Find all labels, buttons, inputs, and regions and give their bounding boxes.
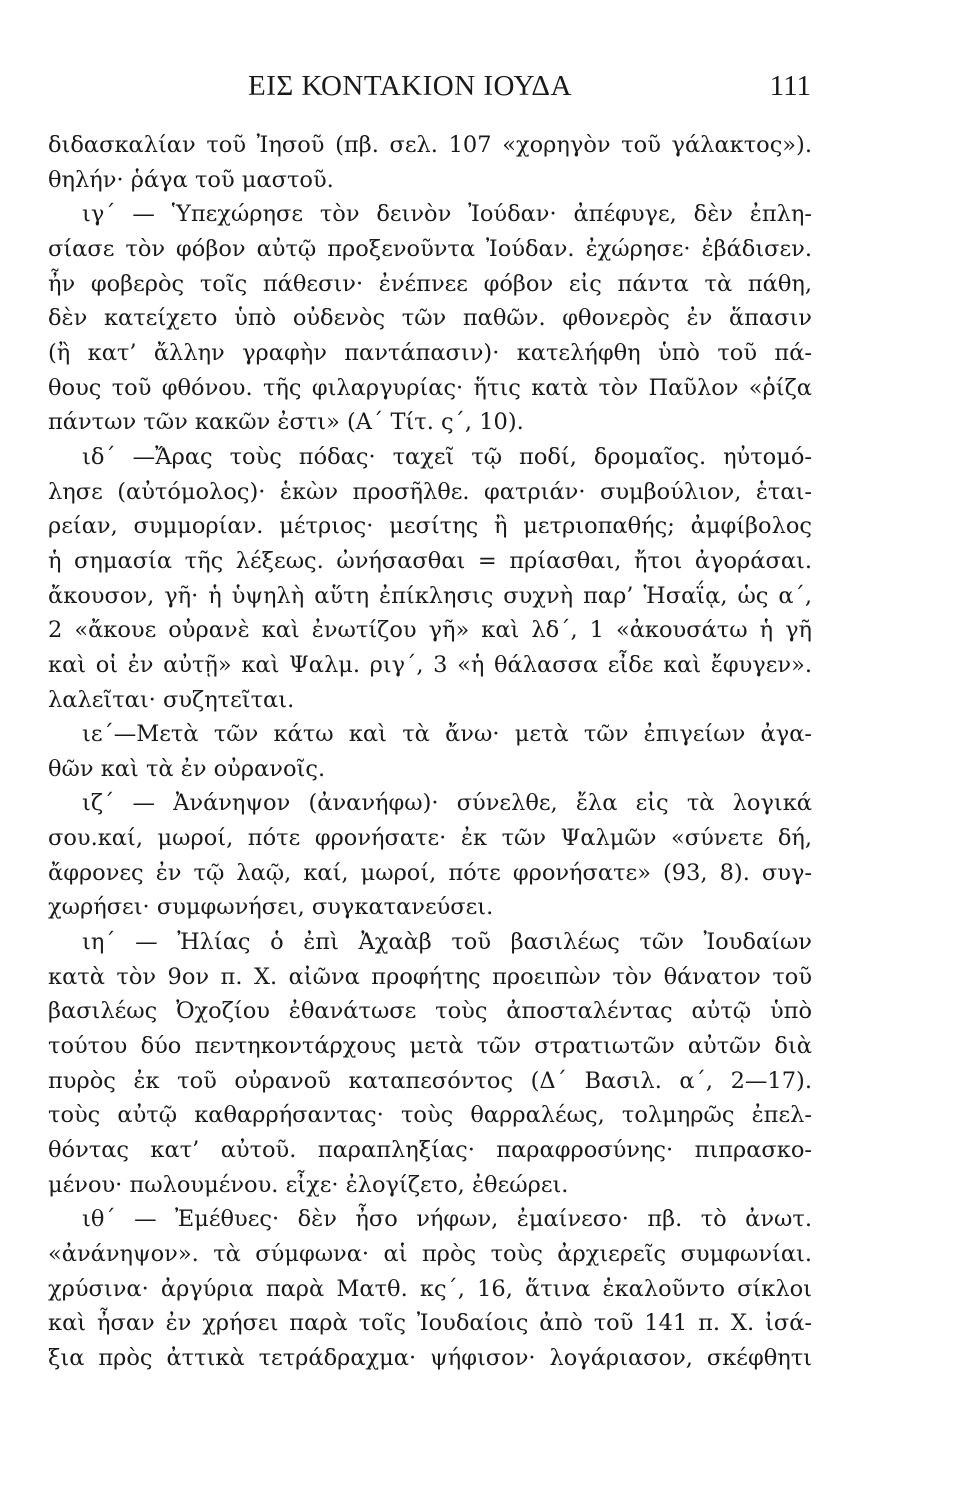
page-header [48,70,811,110]
text-line: ἦν φοβερὸς τοῖς πάθεσιν· ἐνέπνεε φόβον εἰς πάντα τὰ πάθη, [48,270,812,297]
text-line: ιθ´ — Ἐμέθυες· δὲν ἦσο νήφων, ἐμαίνεσο· πβ. τὸ ἀνωτ. [82,1206,812,1233]
text-line: λαλεῖται· συζητεῖται. [48,686,295,713]
text-line: ιδ´ —Ἄρας τοὺς πόδας· ταχεῖ τῷ ποδί, δρομαῖος. ηὐτομό- [82,443,812,470]
running-title: ΕΙΣ ΚΟΝΤΑΚΙΟΝ ΙΟΥΔΑ [248,70,572,102]
text-line: βασιλέως Ὀχοζίου ἐθανάτωσε τοὺς ἀποσταλέντας αὐτῷ ὑπὸ [48,998,812,1025]
text-line: «ἀνάνηψον». τὰ σύμφωνα· αἱ πρὸς τοὺς ἀρχιερεῖς συμφωνίαι. [48,1241,812,1267]
text-line: ρείαν, συμμορίαν. μέτριος· μεσίτης ἢ μετριοπαθής; ἀμφίβολος [48,513,812,540]
text-line: θόντας κατ’ αὐτοῦ. παραπληξίας· παραφροσύνης· πιπρασκο- [48,1137,812,1164]
page-number: 111 [769,70,811,102]
text-line: δὲν κατείχετο ὑπὸ οὐδενὸς τῶν παθῶν. φθονερὸς ἐν ἅπασιν [48,305,812,332]
text-line: θηλήν· ῥάγα τοῦ μαστοῦ. [48,166,334,193]
text-line: κατὰ τὸν 9ον π. Χ. αἰῶνα προφήτης προειπὼν τὸν θάνατον τοῦ [48,963,812,990]
text-line: ιγ´ — Ὑπεχώρησε τὸν δεινὸν Ἰούδαν· ἀπέφυγε, δὲν ἐπλη- [82,201,812,228]
text-line: 2 «ἄκουε οὐρανὲ καὶ ἐνωτίζου γῆ» καὶ λδ´, 1 «ἀκουσάτω ἡ γῆ [48,617,812,644]
text-line: χωρήσει· συμφωνήσει, συγκατανεύσει. [48,894,494,921]
text-line: λησε (αὐτόμολος)· ἑκὼν προσῆλθε. φατριάν· συμβούλιον, ἑται- [48,478,812,505]
text-line: θους τοῦ φθόνου. τῆς φιλαργυρίας· ἥτις κατὰ τὸν Παῦλον «ῥίζα [48,374,812,401]
text-line: σίασε τὸν φόβον αὐτῷ προξενοῦντα Ἰούδαν. ἐχώρησε· ἐβάδισεν. [48,235,812,262]
text-line: μένου· πωλουμένου. εἶχε· ἐλογίζετο, ἐθεώρει. [48,1171,569,1198]
text-line: ἄφρονες ἐν τῷ λαῷ, καί, μωροί, πότε φρονήσατε» (93, 8). συγ- [48,859,812,886]
text-line: διδασκαλίαν τοῦ Ἰησοῦ (πβ. σελ. 107 «χορηγὸν τοῦ γάλακτος»). [48,132,812,158]
text-line: ιη´ — Ἠλίας ὁ ἐπὶ Ἀχαὰβ τοῦ βασιλέως τῶν Ἰουδαίων [82,929,812,956]
text-line: πυρὸς ἐκ τοῦ οὐρανοῦ καταπεσόντος (Δ´ Βασιλ. α´, 2—17). [48,1067,812,1094]
text-line: ἄκουσον, γῆ· ἡ ὑψηλὴ αὕτη ἐπίκλησις συχνὴ παρ’ Ἡσαΐᾳ, ὡς α´, [48,582,812,609]
text-line: θῶν καὶ τὰ ἐν οὐρανοῖς. [48,755,326,782]
text-line: τοὺς αὐτῷ καθαρρήσαντας· τοὺς θαρραλέως, τολμηρῶς ἐπελ- [48,1102,812,1129]
text-line: (ἢ κατ’ ἄλλην γραφὴν παντάπασιν)· κατελήφθη ὑπὸ τοῦ πά- [48,339,812,366]
text-line: καὶ ἦσαν ἐν χρήσει παρὰ τοῖς Ἰουδαίοις ἀπὸ τοῦ 141 π. Χ. ἰσά- [48,1310,812,1337]
text-line: τούτου δύο πεντηκοντάρχους μετὰ τῶν στρατιωτῶν αὐτῶν διὰ [48,1033,812,1060]
text-line: ιζ´ — Ἀνάνηψον (ἀνανήφω)· σύνελθε, ἔλα εἰς τὰ λογικά [82,790,812,817]
text-line: πάντων τῶν κακῶν ἐστι» (Α´ Τίτ. ς´, 10). [48,409,524,436]
text-line: καὶ οἱ ἐν αὐτῇ» καὶ Ψαλμ. ριγ´, 3 «ἡ θάλασσα εἶδε καὶ ἔφυγεν». [48,651,812,678]
text-line: ἡ σημασία τῆς λέξεως. ὠνήσασθαι = πρίασθαι, ἤτοι ἀγοράσαι. [48,547,812,574]
commentary-text [48,128,812,1376]
text-line: χρύσινα· ἀργύρια παρὰ Ματθ. κς´, 16, ἅτινα ἐκαλοῦντο σίκλοι [48,1275,812,1302]
text-line: ιε´—Μετὰ τῶν κάτω καὶ τὰ ἄνω· μετὰ τῶν ἐπιγείων ἀγα- [82,721,812,748]
text-line: ξια πρὸς ἀττικὰ τετράδραχμα· ψήφισον· λογάριασον, σκέφθητι [48,1344,812,1371]
text-line: σου.καί, μωροί, πότε φρονήσατε· ἐκ τῶν Ψαλμῶν «σύνετε δή, [48,825,812,852]
